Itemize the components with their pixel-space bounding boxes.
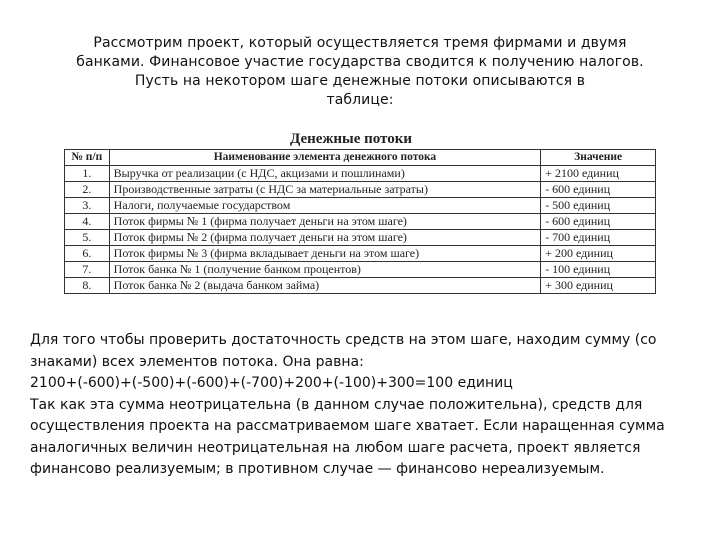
row-value: - 500 единиц [541,198,656,214]
table-row [65,278,656,294]
intro-line: таблице: [326,92,394,108]
row-number: 7. [65,262,110,278]
row-number: 8. [65,278,110,294]
body-line: знаками) всех элементов потока. Она равна: [30,353,364,370]
row-number: 4. [65,214,110,230]
row-number: 2. [65,182,110,198]
table-title: Денежные потоки [290,131,412,147]
row-value: + 2100 единиц [541,166,656,182]
body-line: финансово реализуемым; в противном случае — финансово нереализуемым. [30,461,605,477]
row-name: Поток банка № 2 (выдача банком займа) [109,278,541,294]
table-row [65,198,656,214]
row-value: - 600 единиц [541,214,656,230]
table-row [65,246,656,262]
cash-flow-table [64,149,656,294]
body-line: осуществления проекта на рассматриваемом шаге хватает. Если наращенная сумма [30,418,665,434]
table-row [65,262,656,278]
table-row [65,182,656,198]
row-number: 6. [65,246,110,262]
row-value: - 100 единиц [541,262,656,278]
row-number: 1. [65,166,110,182]
intro-paragraph [30,34,690,110]
intro-line: Пусть на некотором шаге денежные потоки описываются в [134,73,586,89]
row-value: - 600 единиц [541,182,656,198]
sum-formula: 2100+(-600)+(-500)+(-600)+(-700)+200+(-100)+300=100 единиц [30,375,513,391]
header-value: Значение [541,150,656,166]
row-value: - 700 единиц [541,230,656,246]
row-number: 3. [65,198,110,214]
header-name: Наименование элемента денежного потока [109,150,541,166]
header-number: № п/п [65,150,110,166]
row-name: Выручка от реализации (с НДС, акцизами и пошлинами) [109,166,541,182]
row-number: 5. [65,230,110,246]
row-name: Поток банка № 1 (получение банком процентов) [109,262,541,278]
table-row [65,166,656,182]
row-name: Производственные затраты (с НДС за материальные затраты) [109,182,541,198]
table-row [65,214,656,230]
body-line: Для того чтобы проверить достаточность средств на этом шаге, находим сумму (со [30,332,657,348]
row-name: Налоги, получаемые государством [109,198,541,214]
intro-line: Рассмотрим проект, который осуществляется тремя фирмами и двумя [93,35,627,51]
conclusion-paragraph [30,330,702,481]
row-name: Поток фирмы № 2 (фирма получает деньги на этом шаге) [109,230,541,246]
body-line: Так как эта сумма неотрицательна (в данном случае положительна), средств для [30,396,643,413]
row-name: Поток фирмы № 3 (фирма вкладывает деньги на этом шаге) [109,246,541,262]
row-value: + 200 единиц [541,246,656,262]
intro-line: банками. Финансовое участие государства сводится к получению налогов. [76,54,644,70]
table-header-row [65,150,656,166]
body-line: аналогичных величин неотрицательная на любом шаге расчета, проект является [30,439,641,456]
row-value: + 300 единиц [541,278,656,294]
table-row [65,230,656,246]
row-name: Поток фирмы № 1 (фирма получает деньги на этом шаге) [109,214,541,230]
